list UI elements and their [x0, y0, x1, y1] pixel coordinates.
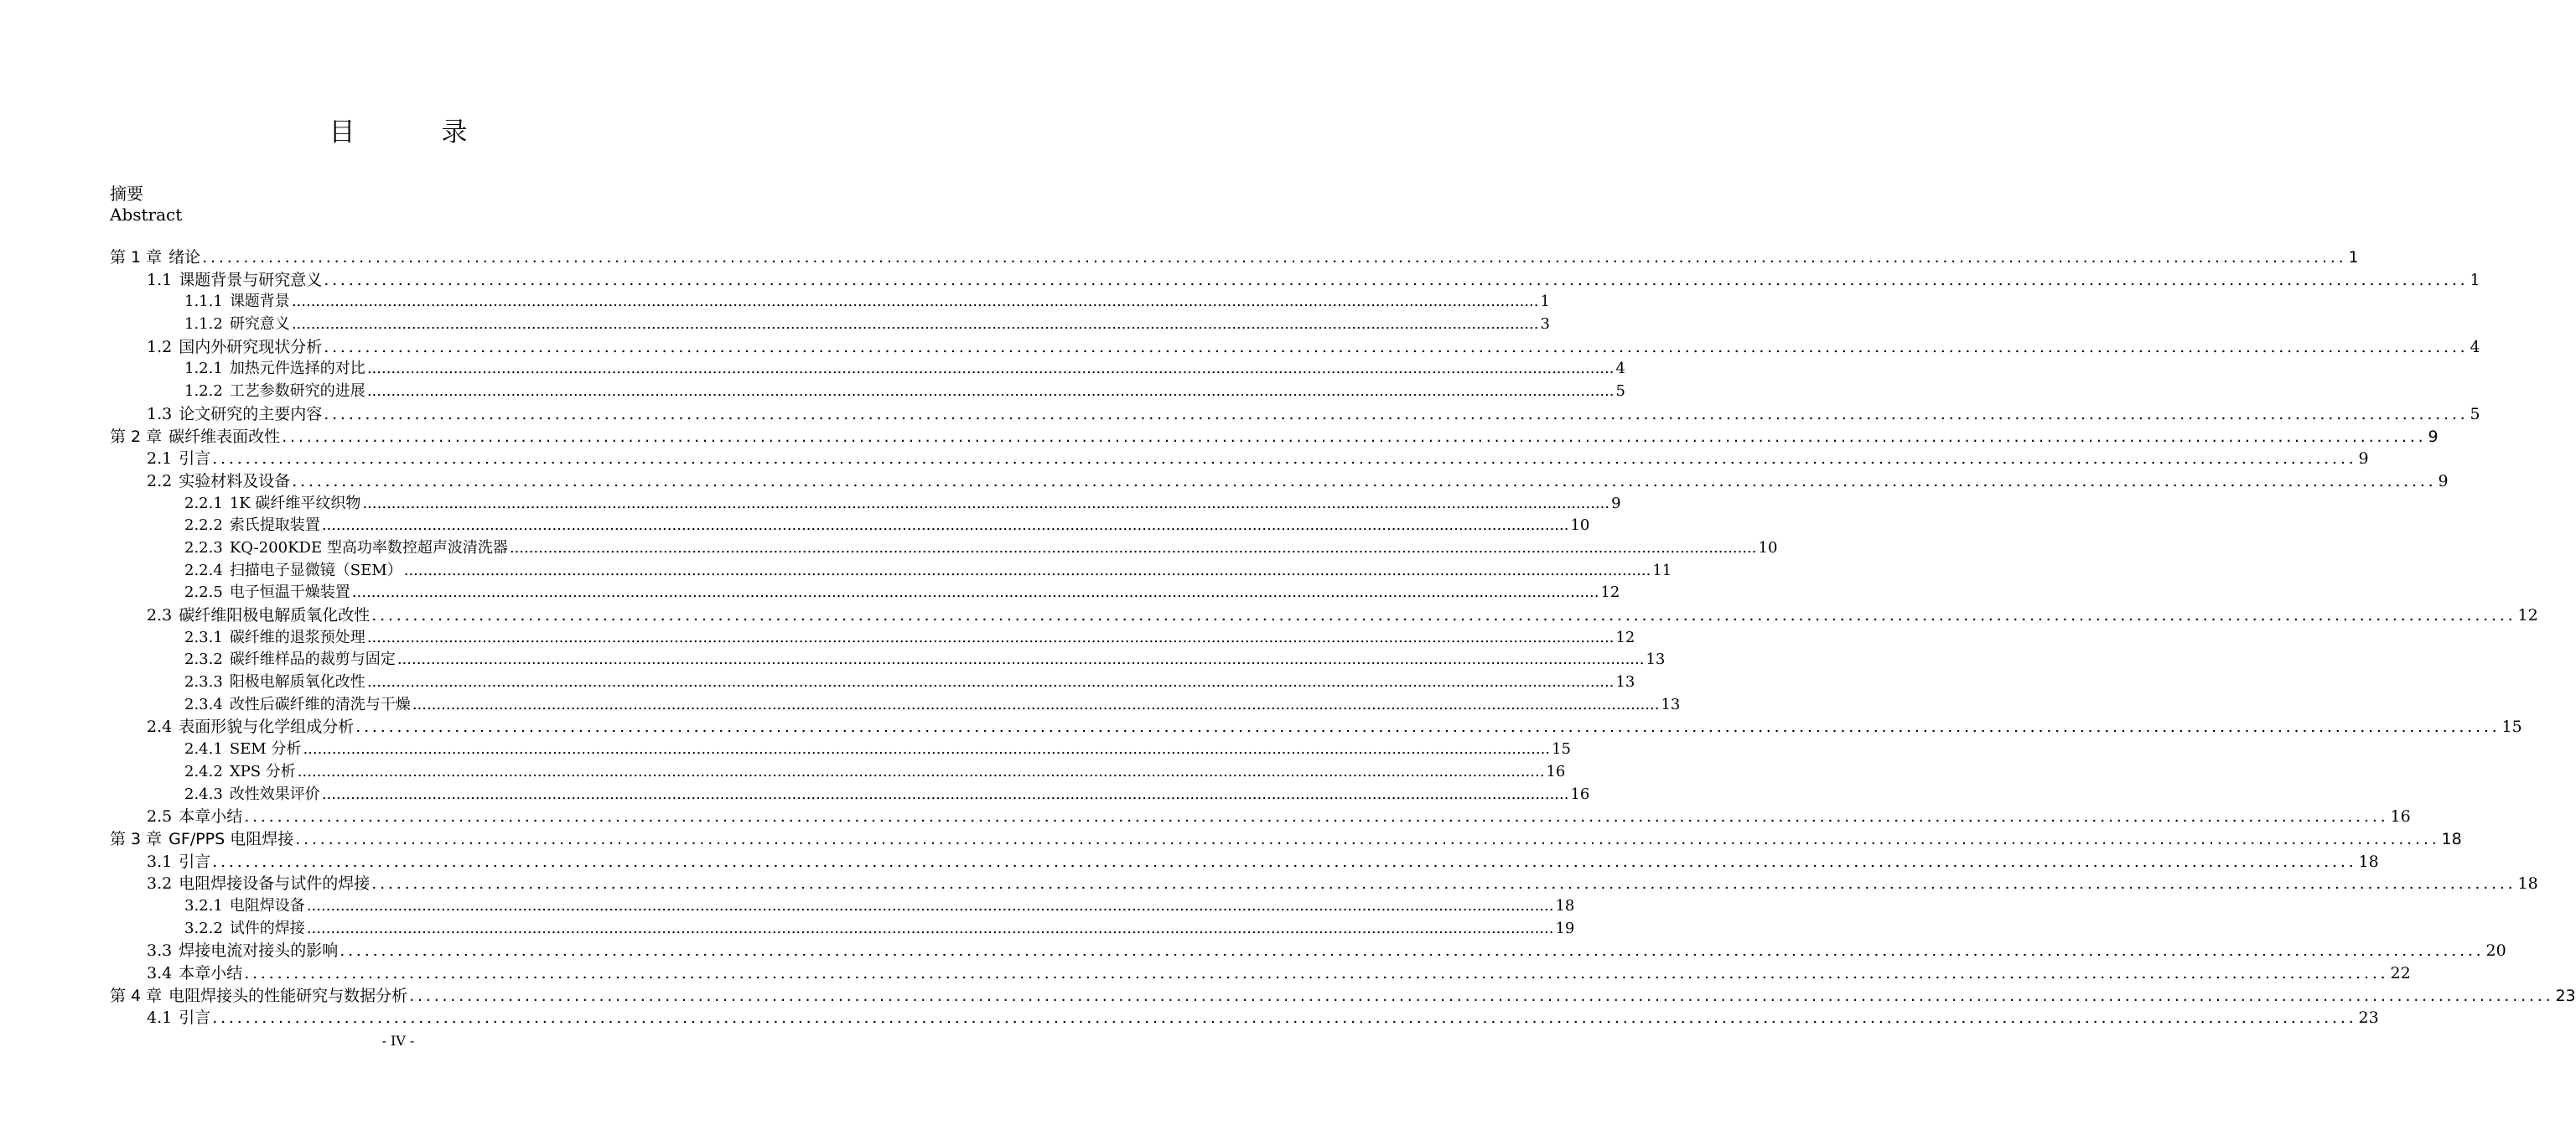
toc-entry-number: 2.3	[147, 606, 173, 625]
toc-entry-page: 18	[2441, 829, 2462, 848]
toc-entry-title: 引言	[179, 449, 211, 469]
toc-entry[interactable]	[110, 403, 2480, 426]
toc-entry-number: 2.5	[147, 807, 173, 827]
toc-leader-dots: ....................................................................................................................................................................................................................................................................	[509, 538, 1757, 557]
toc-entry-number: 1.2.1	[184, 360, 223, 378]
toc-leader-dots: ....................................................................................................................................................................................................................................................................	[212, 1008, 2357, 1028]
toc-entry-number: 2.4.1	[184, 740, 223, 759]
toc-entry-label	[184, 537, 508, 560]
toc-entry-label	[184, 918, 305, 941]
toc-entry-label	[147, 403, 322, 426]
toc-entry[interactable]	[110, 515, 1590, 537]
toc-entry-page: 3	[1540, 315, 1550, 334]
toc-entry-title: 绪论	[168, 248, 201, 267]
toc-entry[interactable]	[110, 470, 2449, 493]
toc-entry[interactable]	[110, 918, 1575, 941]
toc-entry[interactable]	[110, 895, 1575, 918]
toc-entry-page: 12	[2517, 606, 2538, 625]
toc-entry-label	[110, 828, 293, 851]
toc-entry-title: 碳纤维样品的裁剪与固定	[229, 651, 396, 669]
toc-leader-dots: ....................................................................................................................................................................................................................................................................	[412, 695, 1660, 713]
toc-leader-dots: ....................................................................................................................................................................................................................................................................	[371, 606, 2516, 625]
toc-entry-label	[147, 448, 210, 470]
toc-leader-dots: ....................................................................................................................................................................................................................................................................	[339, 941, 2485, 961]
toc-entry-title: GF/PPS 电阻焊接	[168, 829, 294, 848]
toc-entry-title: 扫描电子显微镜（SEM）	[229, 561, 402, 579]
toc-entry-title: 引言	[179, 1008, 211, 1028]
toc-entry-number: 2.2.1	[184, 494, 223, 512]
toc-entry-number: 3.2.2	[184, 919, 223, 937]
toc-leader-dots: ....................................................................................................................................................................................................................................................................	[403, 561, 1651, 579]
toc-entry[interactable]	[110, 381, 1625, 403]
toc-entry-number: 1.1.2	[184, 315, 223, 334]
toc-entry-title: 实验材料及设备	[179, 471, 291, 490]
toc-leader-dots: ....................................................................................................................................................................................................................................................................	[295, 829, 2440, 848]
toc-entry-page: 10	[1758, 538, 1778, 557]
toc-entry-number: 1.1.1	[184, 293, 223, 311]
toc-entry-title: 1K 碳纤维平纹织物	[229, 494, 361, 512]
toc-leader-dots: ....................................................................................................................................................................................................................................................................	[409, 986, 2554, 1005]
toc-front-abstract-cn[interactable]: 摘要	[110, 184, 143, 204]
toc-entry[interactable]	[110, 649, 1666, 671]
toc-leader-dots: ....................................................................................................................................................................................................................................................................	[362, 494, 1610, 512]
toc-leader-dots: ....................................................................................................................................................................................................................................................................	[366, 360, 1615, 378]
toc-entry-label	[147, 336, 322, 359]
toc-entry-number: 2.2.3	[184, 538, 223, 557]
page-title: 目 录	[329, 117, 498, 148]
toc-entry[interactable]	[110, 873, 2538, 895]
toc-entry-title: 碳纤维表面改性	[168, 427, 281, 446]
toc-entry-number: 2.3.2	[184, 651, 223, 669]
toc-entry-label	[147, 962, 242, 985]
toc-entry-title: 表面形貌与化学组成分析	[179, 718, 355, 737]
toc-entry-number: 第 4 章	[110, 986, 163, 1005]
toc-entry-page: 11	[1652, 561, 1672, 579]
toc-entry-page: 16	[1546, 762, 1566, 780]
toc-entry-title: 焊接电流对接头的影响	[179, 941, 339, 961]
toc-entry-label	[147, 716, 354, 739]
toc-entry-title: 本章小结	[179, 964, 243, 982]
toc-leader-dots: ....................................................................................................................................................................................................................................................................	[324, 337, 2469, 356]
toc-entry-title: 电子恒温干燥装置	[229, 583, 350, 602]
toc-entry-title: XPS 分析	[229, 762, 296, 780]
toc-entry[interactable]	[110, 604, 2538, 627]
toc-entry-number: 4.1	[147, 1008, 173, 1028]
toc-entry-page: 18	[2517, 874, 2538, 894]
toc-leader-dots: ....................................................................................................................................................................................................................................................................	[297, 762, 1545, 780]
toc-leader-dots: ....................................................................................................................................................................................................................................................................	[291, 315, 1539, 334]
toc-entry-label	[147, 806, 242, 828]
toc-entry-title: 研究意义	[229, 315, 290, 334]
toc-entry-label	[184, 493, 360, 516]
toc-entry-number: 3.3	[147, 941, 173, 961]
toc-entry[interactable]	[110, 1007, 2379, 1029]
toc-entry-page: 12	[1615, 628, 1635, 646]
toc-entry-page: 18	[1555, 896, 1575, 915]
toc-entry-page: 18	[2358, 852, 2379, 871]
toc-entry[interactable]	[110, 761, 1566, 784]
toc-entry[interactable]	[110, 828, 2462, 851]
toc-entry-label	[147, 470, 290, 493]
toc-entry-page: 9	[2428, 427, 2439, 446]
toc-entry-title: KQ-200KDE 型高功率数控超声波清洗器	[229, 538, 508, 557]
toc-entry-label	[184, 560, 402, 583]
toc-leader-dots: ....................................................................................................................................................................................................................................................................	[244, 964, 2389, 982]
toc-entry-title: 电阻焊接头的性能研究与数据分析	[168, 986, 408, 1005]
toc-entry[interactable]	[110, 716, 2522, 739]
toc-entry-page: 9	[1611, 494, 1621, 512]
toc-entry-title: 论文研究的主要内容	[179, 404, 323, 423]
toc-entry-page: 23	[2555, 986, 2576, 1005]
toc-entry-title: 索氏提取装置	[229, 516, 320, 535]
toc-entry-title: 工艺参数研究的进展	[229, 382, 365, 401]
toc-entry-number: 第 3 章	[110, 829, 163, 848]
toc-entry-number: 2.2.2	[184, 516, 223, 535]
toc-entry-page: 12	[1600, 583, 1620, 602]
toc-entry-label	[147, 269, 322, 292]
toc-entry-label	[184, 582, 350, 604]
toc-leader-dots: ....................................................................................................................................................................................................................................................................	[282, 427, 2427, 446]
table-of-contents	[110, 246, 2576, 1029]
toc-leader-dots: ....................................................................................................................................................................................................................................................................	[244, 807, 2389, 827]
toc-entry-page: 16	[2390, 807, 2411, 827]
toc-entry-label	[184, 381, 365, 403]
toc-entry-number: 2.1	[147, 449, 173, 469]
toc-entry-title: 碳纤维阳极电解质氧化改性	[179, 606, 371, 625]
toc-entry[interactable]	[110, 246, 2359, 269]
toc-entry-number: 3.4	[147, 964, 173, 982]
toc-entry-page: 9	[2438, 471, 2449, 490]
toc-entry-number: 第 1 章	[110, 248, 163, 267]
toc-entry-number: 2.2	[147, 471, 173, 490]
toc-front-abstract-en[interactable]: Abstract	[110, 205, 183, 225]
toc-entry-page: 13	[1661, 695, 1681, 713]
toc-entry-title: 本章小结	[179, 807, 243, 827]
toc-entry[interactable]	[110, 314, 1550, 336]
toc-entry-label	[184, 761, 296, 784]
toc-entry-page: 15	[2501, 718, 2522, 737]
toc-entry[interactable]	[110, 940, 2506, 962]
toc-entry-number: 1.2.2	[184, 382, 223, 401]
toc-entry[interactable]	[110, 269, 2480, 292]
toc-entry-number: 2.3.1	[184, 628, 223, 646]
toc-entry-page: 5	[2470, 404, 2480, 423]
toc-leader-dots: ....................................................................................................................................................................................................................................................................	[306, 919, 1554, 937]
toc-leader-dots: ....................................................................................................................................................................................................................................................................	[292, 471, 2437, 490]
toc-entry[interactable]	[110, 985, 2576, 1008]
toc-leader-dots: ....................................................................................................................................................................................................................................................................	[212, 852, 2357, 871]
toc-entry-title: 阳极电解质氧化改性	[229, 673, 365, 692]
toc-entry-number: 1.3	[147, 404, 173, 423]
toc-entry[interactable]	[110, 448, 2369, 470]
toc-entry[interactable]	[110, 358, 1625, 381]
toc-entry-number: 3.1	[147, 852, 173, 871]
toc-leader-dots: ....................................................................................................................................................................................................................................................................	[355, 718, 2501, 737]
toc-entry-title: 电阻焊设备	[229, 896, 305, 915]
toc-entry-page: 22	[2390, 964, 2411, 982]
toc-entry[interactable]	[110, 426, 2439, 448]
toc-entry[interactable]	[110, 336, 2480, 359]
toc-entry-label	[184, 291, 290, 314]
toc-entry[interactable]	[110, 627, 1635, 650]
toc-entry-page: 16	[1570, 785, 1590, 803]
toc-leader-dots: ....................................................................................................................................................................................................................................................................	[324, 404, 2469, 423]
toc-entry-number: 1.1	[147, 270, 173, 289]
toc-leader-dots: ....................................................................................................................................................................................................................................................................	[212, 449, 2357, 469]
toc-entry-label	[184, 649, 396, 671]
toc-entry-label	[110, 246, 200, 269]
toc-entry-label	[147, 940, 338, 962]
toc-entry-page: 23	[2358, 1008, 2379, 1028]
toc-entry-title: 引言	[179, 852, 211, 871]
toc-leader-dots: ....................................................................................................................................................................................................................................................................	[291, 293, 1539, 311]
toc-leader-dots: ....................................................................................................................................................................................................................................................................	[324, 270, 2469, 289]
toc-entry-number: 2.2.4	[184, 561, 223, 579]
toc-entry-label	[147, 1007, 210, 1029]
toc-entry[interactable]	[110, 739, 1571, 761]
toc-entry[interactable]	[110, 582, 1620, 604]
toc-entry[interactable]	[110, 694, 1681, 717]
toc-entry[interactable]	[110, 537, 1778, 560]
toc-leader-dots: ....................................................................................................................................................................................................................................................................	[366, 382, 1615, 401]
toc-entry-number: 第 2 章	[110, 427, 163, 446]
toc-entry-label	[147, 873, 370, 895]
toc-entry-title: 试件的焊接	[229, 919, 305, 937]
toc-entry-title: 国内外研究现状分析	[179, 337, 323, 356]
toc-leader-dots: ....................................................................................................................................................................................................................................................................	[303, 740, 1551, 759]
toc-entry-page: 9	[2358, 449, 2369, 469]
toc-entry-number: 1.2	[147, 337, 173, 356]
toc-entry-label	[184, 671, 365, 694]
toc-entry-label	[184, 627, 365, 650]
toc-entry-title: SEM 分析	[229, 740, 302, 759]
toc-entry-page: 13	[1646, 651, 1666, 669]
toc-entry-page: 4	[2470, 337, 2480, 356]
toc-entry-title: 课题背景	[229, 293, 290, 311]
toc-entry-page: 1	[2348, 248, 2359, 267]
toc-leader-dots: ....................................................................................................................................................................................................................................................................	[366, 673, 1615, 692]
toc-leader-dots: ....................................................................................................................................................................................................................................................................	[371, 874, 2516, 894]
toc-entry-label	[184, 739, 301, 761]
toc-leader-dots: ....................................................................................................................................................................................................................................................................	[397, 651, 1645, 669]
toc-entry-label	[184, 358, 365, 381]
toc-entry-label	[147, 851, 210, 874]
toc-entry-title: 改性效果评价	[229, 785, 320, 803]
toc-entry-page: 15	[1552, 740, 1571, 759]
toc-entry-number: 2.3.3	[184, 673, 223, 692]
toc-entry[interactable]	[110, 851, 2379, 874]
toc-leader-dots: ....................................................................................................................................................................................................................................................................	[351, 583, 1599, 602]
toc-entry-label	[184, 895, 305, 918]
toc-entry-number: 2.4	[147, 718, 173, 737]
toc-entry-number: 2.3.4	[184, 695, 223, 713]
toc-entry-page: 1	[2470, 270, 2480, 289]
toc-entry[interactable]	[110, 493, 1621, 516]
toc-entry-title: 改性后碳纤维的清洗与干燥	[229, 695, 411, 713]
toc-entry-label	[184, 694, 411, 717]
toc-entry[interactable]	[110, 962, 2411, 985]
toc-entry-label	[184, 784, 320, 806]
toc-entry-label	[184, 314, 290, 336]
toc-entry-page: 19	[1555, 919, 1575, 937]
toc-leader-dots: ....................................................................................................................................................................................................................................................................	[202, 248, 2347, 267]
toc-leader-dots: ....................................................................................................................................................................................................................................................................	[321, 785, 1569, 803]
toc-entry-number: 3.2	[147, 874, 173, 894]
toc-entry[interactable]	[110, 291, 1550, 314]
toc-entry[interactable]	[110, 560, 1672, 583]
toc-entry-number: 2.4.3	[184, 785, 223, 803]
toc-leader-dots: ....................................................................................................................................................................................................................................................................	[366, 628, 1615, 646]
toc-entry-label	[184, 515, 320, 537]
toc-entry-label	[147, 604, 370, 627]
toc-entry-page: 5	[1615, 382, 1625, 401]
toc-entry-page: 20	[2485, 941, 2506, 961]
toc-entry-page: 4	[1615, 360, 1625, 378]
toc-entry-page: 10	[1570, 516, 1590, 535]
toc-entry-page: 1	[1540, 293, 1550, 311]
toc-entry-page: 13	[1615, 673, 1635, 692]
toc-entry-number: 2.4.2	[184, 762, 223, 780]
toc-entry-title: 加热元件选择的对比	[229, 360, 365, 378]
toc-entry-title: 电阻焊接设备与试件的焊接	[179, 874, 371, 894]
toc-entry[interactable]	[110, 784, 1590, 806]
toc-entry-title: 碳纤维的退浆预处理	[229, 628, 365, 646]
toc-entry-number: 3.2.1	[184, 896, 223, 915]
toc-leader-dots: ....................................................................................................................................................................................................................................................................	[306, 896, 1554, 915]
toc-entry-number: 2.2.5	[184, 583, 223, 602]
toc-entry-label	[110, 985, 407, 1008]
toc-entry[interactable]	[110, 806, 2411, 828]
page-number-footer: - IV -	[381, 1033, 415, 1049]
toc-leader-dots: ....................................................................................................................................................................................................................................................................	[321, 516, 1569, 535]
toc-entry-title: 课题背景与研究意义	[179, 270, 323, 289]
toc-entry-label	[110, 426, 280, 448]
toc-entry[interactable]	[110, 671, 1635, 694]
